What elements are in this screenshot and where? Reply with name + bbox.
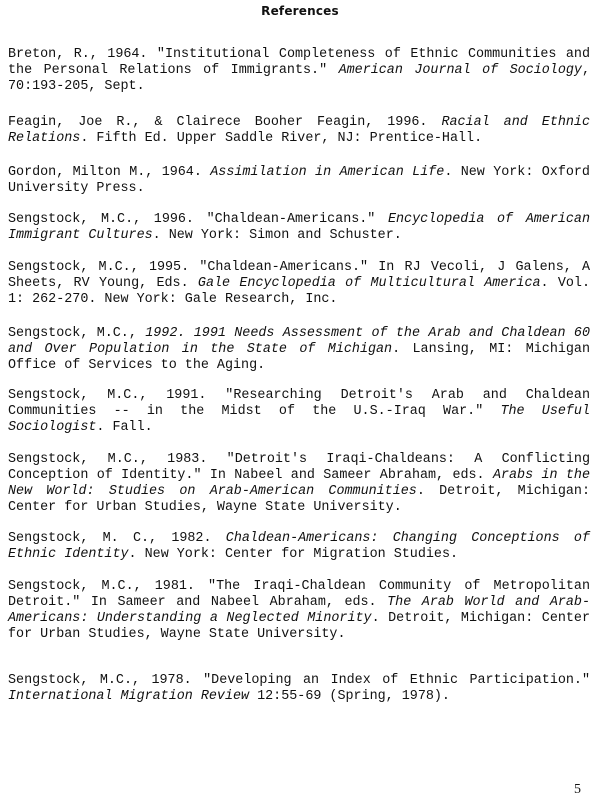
reference-text: . Lansing, MI: Michigan Office of Services to the Aging. <box>8 341 590 373</box>
reference-source-title: American Journal of Sociology <box>338 62 582 78</box>
references-heading: References <box>261 4 339 18</box>
reference-entry-feagin-1996 <box>8 115 590 147</box>
reference-text: . Vol. 1: 262-270. New York: Gale Research, Inc. <box>8 275 591 307</box>
reference-entry-sengstock-1992 <box>8 326 590 374</box>
reference-entry-breton-1964 <box>8 47 590 95</box>
reference-entry-sengstock-1995 <box>8 260 590 308</box>
reference-text: Sengstock, M.C., 1995. "Chaldean-Americans." In RJ Vecoli, J Galens, A Sheets, RV Young, Eds. <box>8 260 590 291</box>
reference-text: . New York: Oxford University Press. <box>8 165 590 196</box>
reference-source-title: Chaldean-Americans: Changing Conceptions of Ethnic Identity <box>8 531 590 562</box>
reference-entry-gordon-1964 <box>8 165 590 197</box>
reference-source-title: Arabs in the New World: Studies on Arab-American Communities <box>8 467 590 499</box>
reference-source-title: Assimilation in American Life <box>210 165 445 180</box>
reference-text: Sengstock, M. C., 1982. <box>8 531 226 546</box>
reference-source-title: International Migration Review <box>8 688 250 704</box>
page-number: 5 <box>574 782 581 797</box>
reference-entry-sengstock-1991 <box>8 388 590 436</box>
reference-source-title: The Useful Sociologist <box>8 403 590 435</box>
reference-text: . Detroit, Michigan: Center for Urban Studies, Wayne State University. <box>8 483 590 515</box>
reference-source-title: 1992. 1991 Needs Assessment of the Arab and Chaldean 60 and Over Population in the State of Michigan <box>8 326 590 357</box>
reference-text: . Fall. <box>96 419 153 435</box>
reference-text: 12:55-69 (Spring, 1978). <box>249 688 450 704</box>
reference-text: . Detroit, Michigan: Center for Urban Studies, Wayne State University. <box>8 610 590 642</box>
reference-entry-sengstock-1982 <box>8 531 590 563</box>
reference-entry-sengstock-1978 <box>8 673 590 705</box>
reference-text: . New York: Simon and Schuster. <box>152 227 402 243</box>
reference-entry-sengstock-1996 <box>8 212 590 244</box>
reference-source-title: The Arab World and Arab-Americans: Understanding a Neglected Minority <box>8 594 591 626</box>
reference-text: Sengstock, M.C., 1991. "Researching Detroit's Arab and Chaldean Communities -- in the Midst of the U.S.-Iraq War." <box>8 388 590 419</box>
reference-text: . Fifth Ed. Upper Saddle River, NJ: Prentice-Hall. <box>80 130 483 146</box>
reference-entry-sengstock-1983 <box>8 452 590 516</box>
reference-text: Breton, R., 1964. "Institutional Completeness of Ethnic Communities and the Personal Relations of Immigrants." <box>8 47 590 78</box>
reference-text: Sengstock, M.C., 1996. "Chaldean-Americans." <box>8 212 388 227</box>
reference-source-title: Gale Encyclopedia of Multicultural America <box>197 275 541 291</box>
reference-text: Sengstock, M.C., <box>8 326 146 341</box>
reference-source-title: Racial and Ethnic Relations <box>8 115 590 146</box>
reference-text: Sengstock, M.C., 1981. "The Iraqi-Chaldean Community of Metropolitan Detroit." In Sameer and Nabeel Abraham, eds. <box>8 579 590 610</box>
reference-text: , 70:193-205, Sept. <box>8 62 590 94</box>
reference-text: Gordon, Milton M., 1964. <box>8 165 211 180</box>
reference-entry-sengstock-1981 <box>8 579 590 643</box>
reference-text: Sengstock, M.C., 1978. "Developing an Index of Ethnic Participation." <box>8 673 590 688</box>
reference-text: Sengstock, M.C., 1983. "Detroit's Iraqi-Chaldeans: A Conflicting Conception of Identity." In Nabeel and Sameer Abraham, eds. <box>8 452 590 483</box>
reference-source-title: Encyclopedia of American Immigrant Cultures <box>8 212 591 243</box>
reference-text: . New York: Center for Migration Studies. <box>128 546 459 562</box>
reference-text: Feagin, Joe R., & Clairece Booher Feagin, 1996. <box>8 115 442 130</box>
